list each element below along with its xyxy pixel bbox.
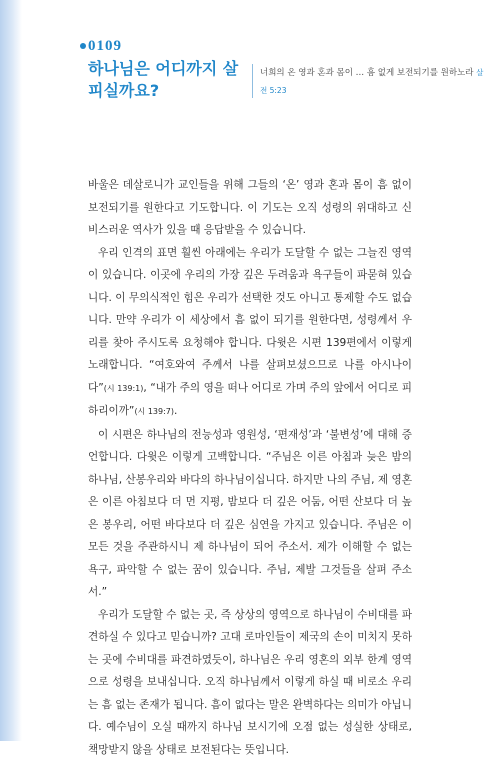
bullet-dot-icon [80, 43, 86, 49]
side-gradient-band [0, 0, 22, 741]
body-text [88, 174, 412, 761]
verse-divider [252, 64, 253, 98]
paragraph-4: 우리가 도달할 수 없는 곳, 즉 상상의 영역으로 하나님이 수비대를 파견하실 수 있다고 믿습니까? 고대 로마인들이 제국의 손이 미치지 못하는 곳에 수비대를 파견하였듯이, 하나님은 우리 영혼의 외부 한계 영역으로 성령을 보내십니다. 오직 하나님께서 이렇게 하실 때 비로소 우리는 흠 없는 존재가 됩니다. 흠이 없다는 말은 완벽하다는 의미가 아닙니다. 예수님이 오실 때까지 하나님 보시기에 오점 없는 성실한 상태로, 책망받지 않을 상태로 보전된다는 뜻입니다. [88, 604, 412, 761]
question-number: 0109 [88, 38, 122, 55]
verse-text: 너희의 온 영과 혼과 몸이 … 흠 없게 보전되기를 원하노라 [260, 68, 473, 78]
scripture-ref-1: (시 139:1) [104, 384, 144, 393]
paragraph-1: 바울은 데살로니가 교인들을 위해 그들의 ‘온’ 영과 혼과 몸이 흠 없이 보전되기를 원한다고 기도합니다. 이 기도는 오직 성령의 위대하고 신비스러운 역사가 있을 때 응답받을 수 있습니다. [88, 174, 412, 242]
paragraph-2 [88, 242, 412, 424]
paragraph-2-end: . [174, 405, 177, 417]
verse-reference: 살전 5:23 [260, 68, 483, 95]
paragraph-2-text: 우리 인격의 표면 훨씬 아래에는 우리가 도달할 수 없는 그늘진 영역이 있습니다. 이곳에 우리의 가장 깊은 두려움과 욕구들이 파묻혀 있습니다. 이 무의식적인 힘은 우리가 선택한 것도 아니고 통제할 수도 없습니다. 만약 우리가 이 세상에서 흠 없이 되기를 원한다면, 성령께서 우리를 찾아 주시도록 요청해야 합니다. 다윗은 시편 139편에서 이렇게 노래합니다. “여호와여 주께서 나를 살펴보셨으므로 나를 아시나이다” [88, 247, 412, 394]
verse-quote [260, 64, 488, 100]
question-title: 하나님은 어디까지 살피실까요? [88, 58, 248, 102]
question-header [88, 38, 488, 118]
paragraph-3: 이 시편은 하나님의 전능성과 영원성, ‘편재성’과 ‘불변성’에 대해 증언합니다. 다윗은 이렇게 고백합니다. “주님은 이른 아침과 늦은 밤의 하나님, 산봉우리와 바다의 하나님이십니다. 하지만 나의 주님, 제 영혼은 이른 아침보다 더 먼 지평, 밤보다 더 깊은 어둠, 어떤 산보다 더 높은 봉우리, 어떤 바다보다 더 깊은 심연을 가지고 있습니다. 주님은 이 모든 것을 주관하시니 제 하나님이 되어 주소서. 제가 이해할 수 없는 욕구, 파악할 수 없는 꿈이 있습니다. 주님, 제발 그것들을 살펴 주소서.” [88, 424, 412, 604]
scripture-ref-2: (시 139:7) [134, 407, 174, 416]
paragraph-2-mid: , “내가 주의 영을 떠나 어디로 가며 주의 앞에서 어디로 피하리이까” [88, 382, 412, 418]
